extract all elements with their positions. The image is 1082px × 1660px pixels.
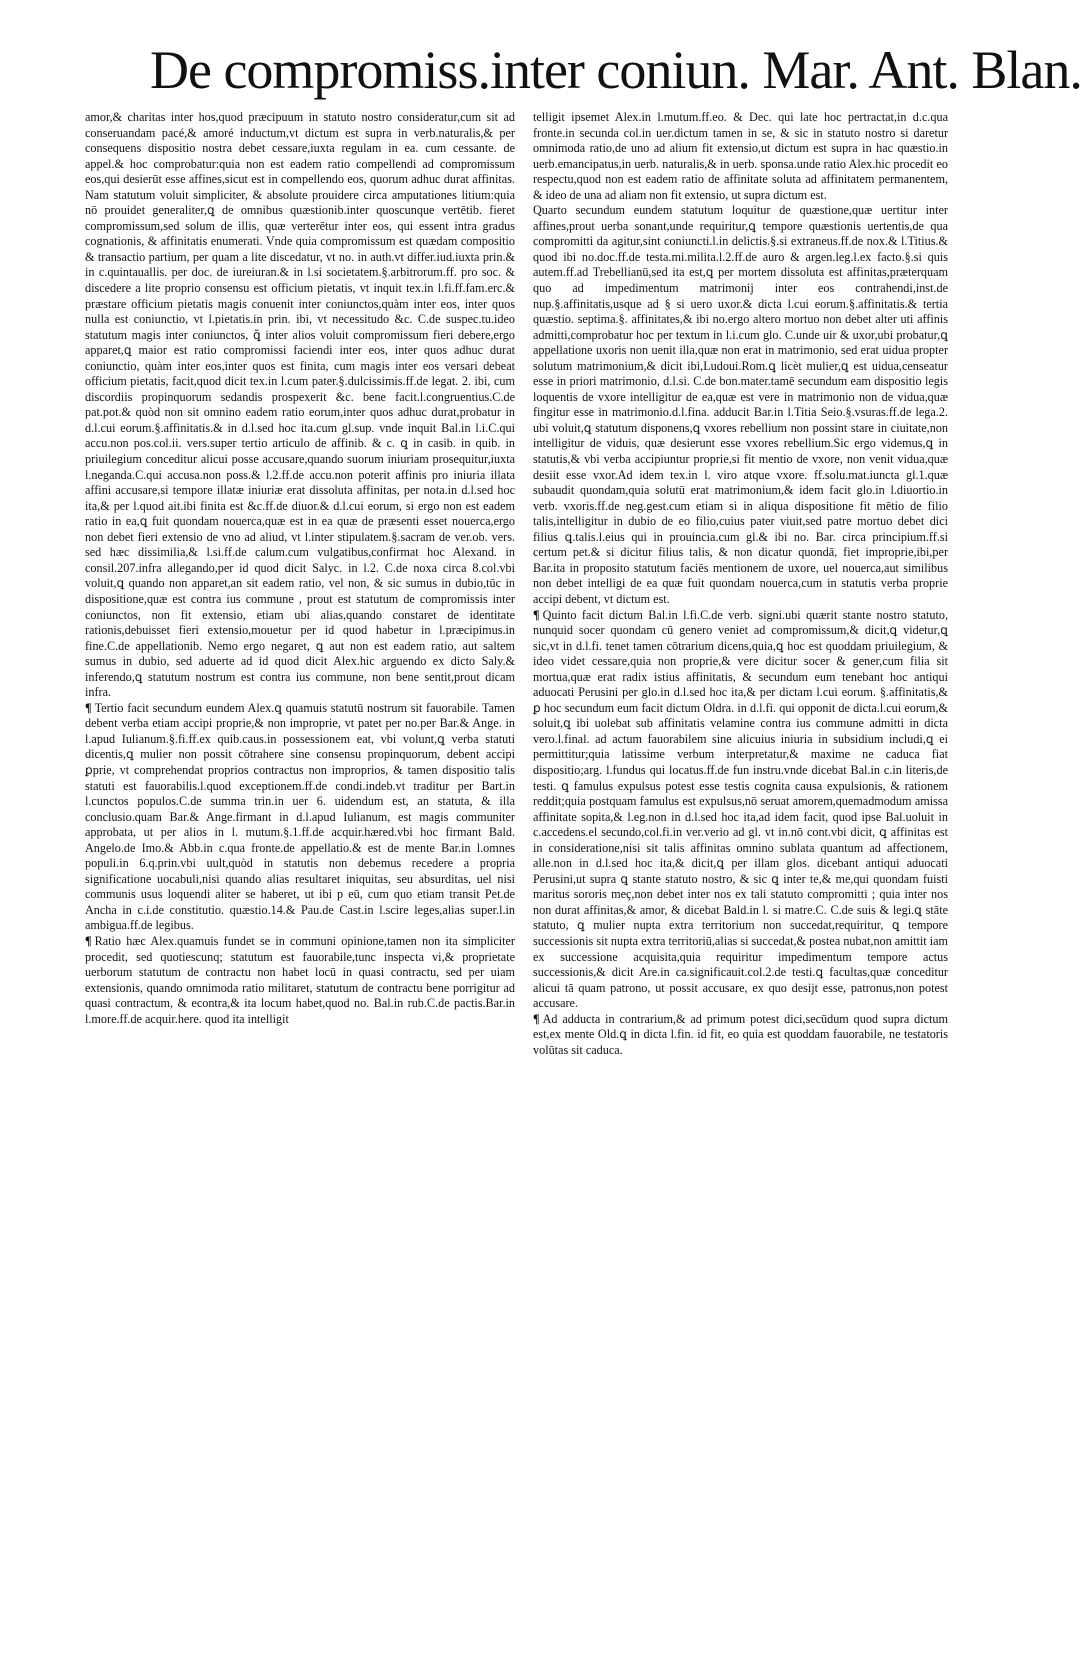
pilcrow-icon: ¶ bbox=[533, 1011, 540, 1026]
paragraph-text: Ad adducta in contrarium,& ad primum potest dici,secūdum quod supra dictum est,ex mente Old.ꝗ in dicta l.fin. id fit, eo quia est quoddam fauorabile, ne testatoris volūtas sit caduca. bbox=[533, 1011, 948, 1057]
paragraph bbox=[85, 701, 515, 934]
paragraph-text: Tertio facit secundum eundem Alex.ꝗ quamuis statutū nostrum sit fauorabile. Tamen debent verba etiam accipi proprie,& non improprie, vt patet per no.per Bar.& Ange. in l.apud Iulianum.§.fi.ff.ex quib.caus.in possessionem eat, vbi volunt,ꝗ verba statuti dicentis,ꝗ mulier non possit cōtrahere sine consensu propinquorum, debent accipi ꝑprie, vt comprehendat proprios contractus non improprios, & tamen dispositio talis statuti est fauorabilis.l.quod exceptionem.ff.de condi.indeb.vt traditur per Bart.in l.cunctos populos.C.de summa trin.in uer 6. uidendum est, an statuta, & illa conclusio.quam Bar.& Ange.firmant in d.l.apud Iulianum, est magis communiter approbata, ut per alios in l. mutum.§.1.ff.de acquir.hæred.vbi hoc firmant Bald. Angelo.de Imo.& Abb.in c.qua fronte.de appellatio.& est de mente Bar.in l.omnes populi.in 6.q.prin.vbi uult,quòd in statutis non debemus recedere a propria significatione uocabuli,nisi quando alias resultaret iniquitas, seu absurditas, uel nisi communis usus loquendi aliter se haberet, ut ibi p eū, cum quo etiam transit Pet.de Ancha in c.i.de constitutio. quæstio.14.& Pau.de Cast.in l.scire leges,alias super.l.in ambigua.ff.de legibus. bbox=[85, 700, 515, 933]
pilcrow-icon: ¶ bbox=[85, 933, 92, 948]
paragraph: telligit ipsemet Alex.in l.mutum.ff.eo. & Dec. qui late hoc pertractat,in d.c.qua fronte.in secunda col.in uer.dictum tamen in se, & sic in statuto nostro si daretur omnimoda ratio,de uno ad alium fit extensio,ut dictum est supra in hac quæstio.in uerb.emancipatus,in uerb. naturalis,& in uerb. sponsa.unde ratio Alex.hic procedit eo respectu,quod non est eadem ratio de affinitate soluta ad affinitatem permanentem, & ideo de una ad aliam non fit extensio, ut supra dictum est. bbox=[533, 110, 948, 202]
paragraph bbox=[533, 1012, 948, 1059]
paragraph-text: Ratio hæc Alex.quamuis fundet se in communi opinione,tamen non ita simpliciter procedit, sed quotiescunq; statutum est fauorabile,tunc inspecta vi,& proprietate uerborum statutum de contractu non habet locū in quasi contractu, sed per uiam extensionis, quando omnimoda ratio militaret, statutum de contractu bene porrigitur ad quasi contractum, & econtra,& ita locum habet,quod no. Bal.in rub.C.de pactis.Bar.in l.more.ff.de acquir.here. quod ita intelligit bbox=[85, 933, 515, 1026]
pilcrow-icon: ¶ bbox=[85, 700, 92, 715]
paragraph-text: Quinto facit dictum Bal.in l.fi.C.de verb. signi.ubi quærit stante nostro statuto, nunquid socer quondam cū genero veniet ad compromissum,& dicit,ꝗ videtur,ꝗ sic,vt in d.l.fi. tenet tamen cōtrarium dicens,quia,ꝗ hoc est quoddam priuilegium, & ideo videt cessare,quia non proprie,& vere dicitur socer & gener,cum filia sit mortua,quæ erat radix istius affinitatis, & secundum eum tenebant hoc antiqui aduocati Perusini per glo.in d.l.sed hoc ita,& per dictam l.cui eorum. §.affinitatis,& ꝑ hoc secundum eum facit dictum Oldra. in d.l.fi. qui opponit de dicta.l.cui eorum,& soluit,ꝗ ibi uolebat sub affinitatis velamine contra ius commune admitti in dicta vero.l.final. ad actum fauorabilem sine alicuius iniuria in subsidium includi,ꝗ ei permittitur;quia latissime verbum interpretatur,& maxime ne caduca fiat dispositio;arg. l.fundus qui locatus.ff.de fun instru.vnde dicebat Bal.in c.in literis,de testi. ꝗ famulus expulsus potest esse testis cognita causa expulsionis, & rationem reddit;quia postquam famulus est expulsus,nō seruat amorem,quemadmodum amissa affinitate sopita,& l.eg.non in d.l.sed hoc ita,ad idem facit, quod ipse Bal.uoluit in c.accedens.el secundo,col.fi.in ver.verio ad gl. vt in.nō cont.vbi dicit, ꝗ affinitas est in consideratione,nisi sit talis affinitas omnino sublata quantum ad affectionem, alle.non in d.l.sed hoc ita,& dicit,ꝗ per illam glos. dicebant antiqui aduocati Perusini,ut supra ꝗ stante statuto nostro, & sic ꝗ inter te,& me,qui quondam fuisti maritus sororis meç,non debet inter nos ex tali statuto compromitti ; quia inter nos non durat affinitas,& amor, & dicebat Bald.in l. si matre.C. C.de suis & legi.ꝗ stāte statuto, ꝗ mulier nupta extra territorium non succedat,requiritur, ꝗ tempore successionis sit nupta extra territoriū,alias si succedat,& postea nubat,non amittit iam ex successione acquisita,quia requiritur impedimentum tempore actus successionis,& dicit Are.in ca.significauit.col.2.de testi.ꝗ facultas,quæ conceditur alicui tā quam patrono, ut possit accusare, ex quo desijt esse, patronus,non potest accusare. bbox=[533, 607, 948, 1011]
running-title: De compromiss.inter coniun. Mar. Ant. Blan. bbox=[150, 40, 1082, 100]
pilcrow-icon: ¶ bbox=[533, 607, 540, 622]
paragraph bbox=[533, 608, 948, 1012]
right-column bbox=[533, 110, 948, 1640]
paragraph: Quarto secundum eundem statutum loquitur de quæstione,quæ uertitur inter affines,prout uerba sonant,unde requiritur,ꝗ tempore quæstionis uertentis,de qua compromitti da agitur,sint coniuncti.l.in delictis.§.si extraneus.ff.de nox.& l.Titius.& quod ibi no.doc.ff.de testa.mi.milita.l.2.ff.de auro & argen.leg.l.ex facto.§.si quis autem.ff.ad Trebellianū,sed ita est,ꝗ per mortem dissoluta est affinitas,præterquam quo ad impedimentum matrimonij inter eos contrahendi,inst.de nup.§.affinitatis,usque ad § si uero uxor.& dicta l.cui eorum.§.affinitatis.& tertia quæstio. septima.§. affinitates,& ibi no.ergo altero mortuo non debet alter uti affinis admitti,comprobatur hoc per textum in l.i.cum glo. C.unde uir & uxor,ubi probatur,ꝗ appellatione uxoris non uenit illa,quæ non erat in matrimonio, sed erat uidua propter solutum matrimonium,& dicit ibi,Ludoui.Rom.ꝗ licèt mulier,ꝗ est uidua,censeatur esse in priori matrimonio, d.l.si. C.de bon.mater.tamē secundum eam dispositio legis loquentis de vxore intelligitur de ea,quæ est vere in matrimonio non de vidua,quæ fingitur esse in matrimonio.d.l.fina. adducit Bar.in l.Titia Seio.§.vsuras.ff.de lega.2. ubi voluit,ꝗ statutum disponens,ꝗ vxores rebellium non possint stare in ciuitate,non intelligitur de viduis, quæ desierunt esse vxores rebellium.Sic ergo videmus,ꝗ in statutis,& vbi verba accipiuntur proprie,si fit mentio de vxore, non venit vidua,quæ desiit esse vxor.Ad idem tex.in l. viro atque vxore. ff.solu.mat.iuncta gl.1.quæ subaudit quondam,quia solutū erat matrimonium,& idem facit glo.in l.diuortio.in verb. vxoris.ff.de neg.gest.cum etiam si in aliqua dispositione fit mētio de filio talis,intelligitur in dubio de eo filio,cuius pater viuit,sed patre mortuo debet dici filius ꝗ.talis.l.eius qui in prouincia.cum gl.& ibi no. Bar. circa principium.ff.si certum pet.& si dicitur filius talis, & non dicatur quondā, fiet improprie,ibi,per Bar.ita in proposito statutum faciēs mentionem de uxore, uel nouerca,aut similibus non debet intelligi de ea quæ fuit quondam nouerca,cum in statutis verba proprie accipi debent, vt dictum est. bbox=[533, 203, 948, 606]
paragraph bbox=[85, 934, 515, 1027]
paragraph: amor,& charitas inter hos,quod præcipuum in statuto nostro consideratur,cum sit ad conseruandam pacé,& amoré inductum,vt dictum est supra in verb.naturalis,& per consequens dispositio nostra debet cessare,iuxta regulam in ea. cum cessante. de appel.& hoc comprobatur:quia non est eadem ratio compellendi ad compromissum eos,qui desierūt esse affines,sicut est in compellendo eos, quorum adhuc durat affinitas. Nam statutum voluit simpliciter, & absolute prouidere circa amputationes litium:quia nō prouidet generaliter,ꝗ de omnibus quæstionib.inter quoscunque vertētib. fieret compromissum,sed solum de illis, quæ verterētur inter eos, qui essent intra gradus cognationis, & affinitatis enumerati. Vnde quia compromissum est quædam compositio & transactio partium, per quam a lite discedatur, vt no. in auth.vt differ.iud.iuxta prin.& in c.quintauallis. per doc. de iureiuran.& in l.si societatem.§.arbitrorum.ff. pro soc. & discedere a lite proprio consensu est officium pietatis, vt inquit tex.in l.fi.ff.fam.erc.& præstare officium pietatis magis conuenit inter coniunctos,quàm inter eos, inter quos nulla est coniunctio, vt l.pietatis.in prin. ibi, vt necessitudo &c. C.de suspec.tu.ideo statutum magis inter coniunctos, ꝗ̃ inter alios voluit compromissum fieri debere,ergo apparet,ꝗ maior est ratio compromissi faciendi inter eos, inter quos adhuc durat coniunctio, quàm inter eos,inter quos est finita, cum magis inter eos versari debeat officium pietatis, facit,quod dicit tex.in l.cum pater.§.dulcissimis.ff.de legat. 2. ibi, cum discordiis propinquorum sedandis prospexerit &c. bene facit.l.congruentius.C.de pat.pot.& quòd non sit omnino eadem ratio eorum,inter quos adhuc durat,probatur in d.l.cui eorum.§.affinitatis.& in d.l.sed hoc ita.cum gl.sup. vnde inquit Bal.in l.i.C.qui accu.non pos.col.ii. vers.super tertio articulo de affinib. & c. ꝗ in casib. in quib. in priuilegium conceditur alicui posse accusare,quando suorum iniuriam prosequitur,iuxta l.neganda.C.qui accusa.non poss.& l.2.ff.de accu.non poterit affinis pro iniuria illata affini accusare,si tempore illatæ iniuriæ erat dissoluta affinitas, per nota.in d.l.sed hoc ita,& per l.quod ait.ibi finita est &c.ff.de diuor.& d.l.cui eorum, si ergo non est eadem ratio in ea,ꝗ fuit quondam nouerca,quæ est in ea quæ de præsenti esset nouerca,ergo non debet fieri extensio de vno ad aliud, vt l.inter stipulatem.§.sacram de ver.ob. vers. sed hæc dissimilia,& l.si.ff.de calum.cum vulgatibus,confirmat hoc Alexand. in consil.207.infra allegando,per id quod dicit Salyc. in l.2. C.de noxa circa 8.col.vbi voluit,ꝗ quando non apparet,an sit eadem ratio, vel non, & sic sumus in dubio,tūc in dispositione,quæ est contra ius commune , prout est statutum de compromissis inter coniunctos, non fit extensio, etiam ubi alias,quando constaret de identitate rationis,debuisset fieri extensio,mouetur per id quod habetur in l.præcipimus.in fine.C.de appellationib. Nemo ergo negaret, ꝗ aut non est eadem ratio, aut saltem sumus in dubio, sed aduerte ad id quod dicit Alex.hic arguendo ex dicto Saly.& inferendo,ꝗ statutum nostrum est contra ius commune, non bene sentit,prout dicam infra. bbox=[85, 110, 515, 700]
left-column bbox=[85, 110, 515, 1640]
